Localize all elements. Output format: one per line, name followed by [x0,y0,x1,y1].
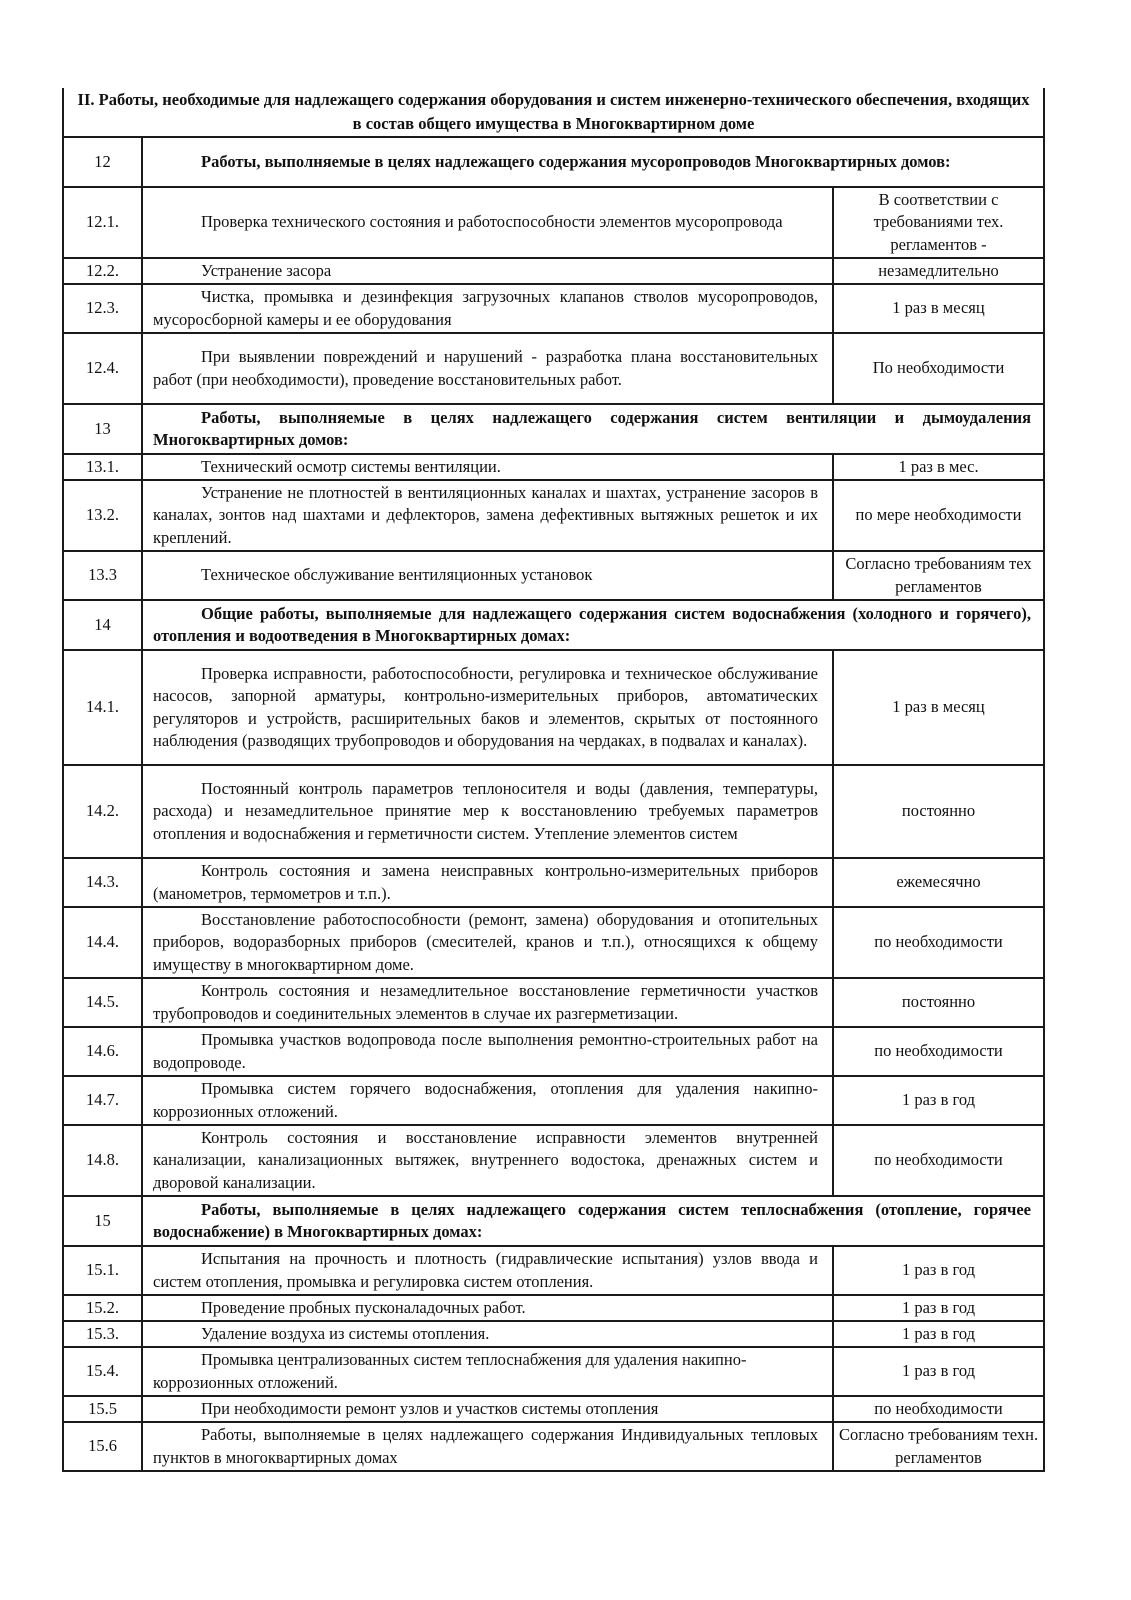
group-title: Работы, выполняемые в целях надлежащего содержания систем вентиляции и дымоудаления Многоквартирных домов: [142,404,1044,454]
item-number: 13.1. [63,454,142,480]
group-row-13 [63,404,1044,454]
table-row [63,1295,1044,1321]
group-row-12 [63,137,1044,187]
table-row [63,1396,1044,1422]
item-description: Проведение пробных пусконаладочных работ. [142,1295,833,1321]
item-number: 15.1. [63,1246,142,1295]
item-frequency: ежемесячно [833,858,1044,907]
item-frequency: по необходимости [833,1125,1044,1196]
item-frequency: по необходимости [833,1027,1044,1076]
item-number: 14.6. [63,1027,142,1076]
item-description: Удаление воздуха из системы отопления. [142,1321,833,1347]
item-frequency: 1 раз в месяц [833,650,1044,765]
item-description: Контроль состояния и восстановление исправности элементов внутренней канализации, канализационных вытяжек, внутреннего водостока, дренажных систем и дворовой канализации. [142,1125,833,1196]
section-header-row [63,88,1044,137]
item-frequency: 1 раз в год [833,1076,1044,1125]
group-number: 15 [63,1196,142,1246]
group-number: 14 [63,600,142,650]
table-row [63,650,1044,765]
item-number: 15.4. [63,1347,142,1396]
item-frequency: Согласно требованиям техн. регламентов [833,1422,1044,1471]
item-frequency: По необходимости [833,333,1044,404]
item-number: 14.5. [63,978,142,1027]
table-row [63,1027,1044,1076]
group-number: 13 [63,404,142,454]
document-page [62,88,1043,1472]
item-description: Работы, выполняемые в целях надлежащего содержания Индивидуальных тепловых пунктов в многоквартирных домах [142,1422,833,1471]
item-number: 12.2. [63,258,142,284]
item-number: 12.1. [63,187,142,258]
item-description: Промывка систем горячего водоснабжения, отопления для удаления накипно-коррозионных отложений. [142,1076,833,1125]
group-row-15 [63,1196,1044,1246]
item-number: 14.1. [63,650,142,765]
table-row [63,1321,1044,1347]
item-frequency: 1 раз в год [833,1295,1044,1321]
item-description: Проверка исправности, работоспособности, регулировка и техническое обслуживание насосов, запорной арматуры, контрольно-измерительных приборов, автоматических регуляторов и устройств, расширительных баков и элементов, скрытых от постоянного наблюдения (разводящих трубопроводов и оборудования на чердаках, в подвалах и каналах). [142,650,833,765]
table-row [63,1076,1044,1125]
group-title: Работы, выполняемые в целях надлежащего содержания мусоропроводов Многоквартирных домов: [142,137,1044,187]
table-row [63,1125,1044,1196]
item-number: 15.6 [63,1422,142,1471]
item-frequency: 1 раз в месяц [833,284,1044,333]
table-row [63,284,1044,333]
item-frequency: постоянно [833,978,1044,1027]
item-number: 12.3. [63,284,142,333]
item-frequency: 1 раз в год [833,1347,1044,1396]
item-frequency: В соответствии с требованиями тех. регламентов - [833,187,1044,258]
item-description: Контроль состояния и незамедлительное восстановление герметичности участков трубопроводов и соединительных элементов в случае их разгерметизации. [142,978,833,1027]
item-description: Устранение засора [142,258,833,284]
item-description: Устранение не плотностей в вентиляционных каналах и шахтах, устранение засоров в каналах, зонтов над шахтами и дефлекторов, замена дефективных вытяжных решеток и их креплений. [142,480,833,551]
item-number: 14.8. [63,1125,142,1196]
table-row [63,1422,1044,1471]
item-description: Восстановление работоспособности (ремонт, замена) оборудования и отопительных приборов, водоразборных приборов (смесителей, кранов и т.п.), относящихся к общему имуществу в многоквартирном доме. [142,907,833,978]
item-frequency: по необходимости [833,1396,1044,1422]
item-frequency: 1 раз в мес. [833,454,1044,480]
table-row [63,978,1044,1027]
item-number: 13.2. [63,480,142,551]
item-frequency: незамедлительно [833,258,1044,284]
table-row [63,858,1044,907]
item-description: Промывка участков водопровода после выполнения ремонтно-строительных работ на водопроводе. [142,1027,833,1076]
group-title: Общие работы, выполняемые для надлежащего содержания систем водоснабжения (холодного и горячего), отопления и водоотведения в Многоквартирных домах: [142,600,1044,650]
group-title: Работы, выполняемые в целях надлежащего содержания систем теплоснабжения (отопление, горячее водоснабжение) в Многоквартирных домах: [142,1196,1044,1246]
item-number: 15.5 [63,1396,142,1422]
table-row [63,551,1044,600]
item-description: При выявлении повреждений и нарушений - разработка плана восстановительных работ (при необходимости), проведение восстановительных работ. [142,333,833,404]
item-frequency: 1 раз в год [833,1321,1044,1347]
item-frequency: по мере необходимости [833,480,1044,551]
item-description: При необходимости ремонт узлов и участков системы отопления [142,1396,833,1422]
item-number: 13.3 [63,551,142,600]
table-row [63,480,1044,551]
item-frequency: постоянно [833,765,1044,858]
item-number: 15.3. [63,1321,142,1347]
item-frequency: по необходимости [833,907,1044,978]
table-row [63,765,1044,858]
works-table [62,88,1045,1472]
item-description: Испытания на прочность и плотность (гидравлические испытания) узлов ввода и систем отопления, промывка и регулировка систем отопления. [142,1246,833,1295]
item-description: Промывка централизованных систем теплоснабжения для удаления накипно-коррозионных отложений. [142,1347,833,1396]
item-description: Техническое обслуживание вентиляционных установок [142,551,833,600]
item-description: Постоянный контроль параметров теплоносителя и воды (давления, температуры, расхода) и незамедлительное принятие мер к восстановлению требуемых параметров отопления и водоснабжения и герметичности систем. Утепление элементов систем [142,765,833,858]
item-description: Чистка, промывка и дезинфекция загрузочных клапанов стволов мусоропроводов, мусоросборной камеры и ее оборудования [142,284,833,333]
group-number: 12 [63,137,142,187]
table-row [63,187,1044,258]
item-number: 14.4. [63,907,142,978]
item-description: Проверка технического состояния и работоспособности элементов мусоропровода [142,187,833,258]
item-number: 14.2. [63,765,142,858]
item-description: Технический осмотр системы вентиляции. [142,454,833,480]
table-row [63,258,1044,284]
table-row [63,1246,1044,1295]
table-row [63,907,1044,978]
section-title: II. Работы, необходимые для надлежащего содержания оборудования и систем инженерно-технического обеспечения, входящих в состав общего имущества в Многоквартирном доме [63,88,1044,137]
table-row [63,1347,1044,1396]
table-row [63,333,1044,404]
item-frequency: 1 раз в год [833,1246,1044,1295]
table-row [63,454,1044,480]
group-row-14 [63,600,1044,650]
item-number: 14.3. [63,858,142,907]
item-number: 12.4. [63,333,142,404]
item-frequency: Согласно требованиям тех регламентов [833,551,1044,600]
item-number: 15.2. [63,1295,142,1321]
item-description: Контроль состояния и замена неисправных контрольно-измерительных приборов (манометров, термометров и т.п.). [142,858,833,907]
item-number: 14.7. [63,1076,142,1125]
